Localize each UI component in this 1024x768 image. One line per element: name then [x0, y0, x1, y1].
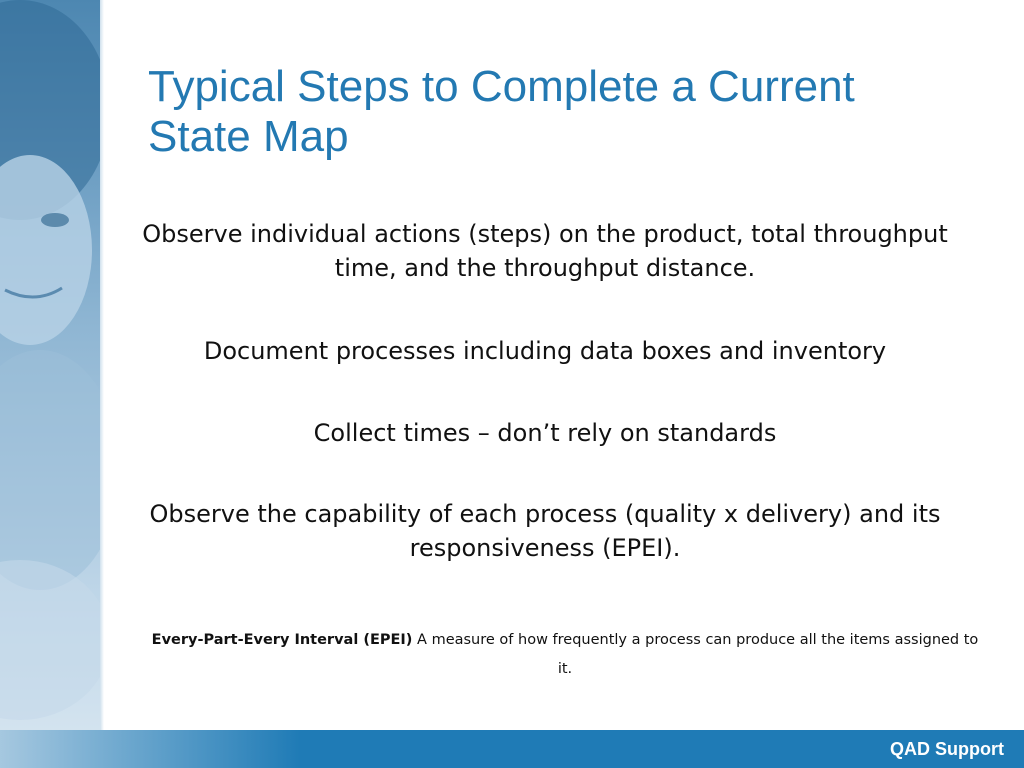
side-photo-strip	[0, 0, 100, 730]
epei-term: Every-Part-Every Interval (EPEI)	[151, 632, 413, 648]
step-observe-actions: Observe individual actions (steps) on the product, total throughput time, and the throughput distance.	[142, 220, 948, 282]
step-collect-times: Collect times – don’t rely on standards	[313, 419, 777, 447]
slide-title: Typical Steps to Complete a Current State Map	[148, 62, 855, 161]
footer-fade	[0, 730, 300, 768]
epei-definition	[150, 626, 980, 684]
step-document-processes: Document processes including data boxes and inventory	[203, 337, 887, 365]
woman-photo-illustration	[0, 0, 100, 730]
epei-text: A measure of how frequently a process can produce all the items assigned to it.	[417, 632, 979, 677]
photo-strip-edge	[100, 0, 104, 730]
footer-brand: QAD Support	[890, 739, 1004, 759]
step-observe-capability: Observe the capability of each process (quality x delivery) and its responsiveness (EPEI).	[149, 500, 941, 562]
footer-bar	[0, 730, 1024, 768]
